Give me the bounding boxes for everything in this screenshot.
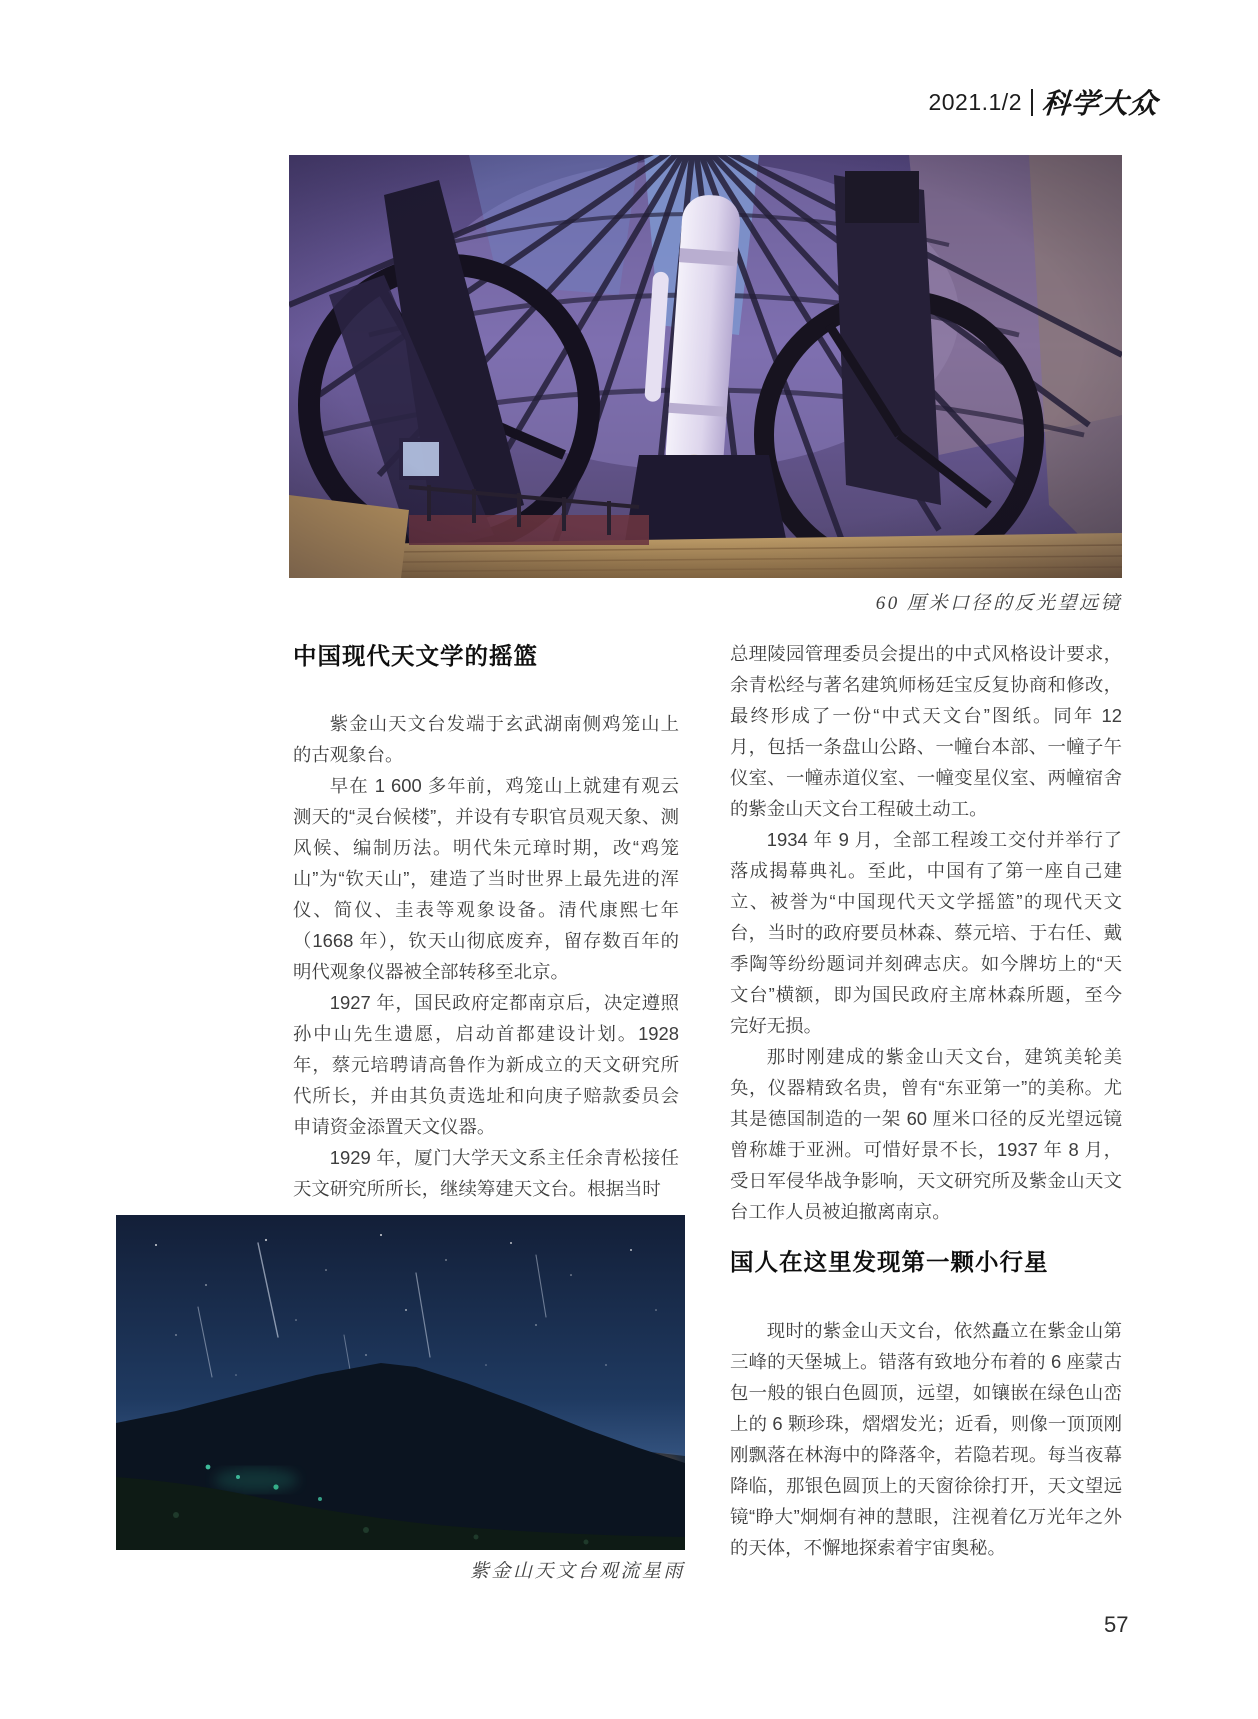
section1-heading: 中国现代天文学的摇篮 — [293, 643, 538, 669]
section2-heading: 国人在这里发现第一颗小行星 — [730, 1249, 1049, 1275]
paragraph: 那时刚建成的紫金山天文台，建筑美轮美奂，仪器精致名贵，曾有“东亚第一”的美称。尤其是德国制造的一架 60 厘米口径的反光望远镜曾称雄于亚洲。可惜好景不长，1937 年 8 月，受日军侵华战争影响，天文研究所及紫金山天文台工作人员被迫撤离南京。 — [730, 1046, 1122, 1222]
paragraph: 现时的紫金山天文台，依然矗立在紫金山第三峰的天堡城上。错落有致地分布着的 6 座蒙古包一般的银白色圆顶，远望，如镶嵌在绿色山峦上的 6 颗珍珠，熠熠发光；近看，则像一顶顶刚刚飘落在林海中的降落伞，若隐若现。每当夜幕降临，那银色圆顶上的天窗徐徐打开，天文望远镜“睁大”炯炯有神的慧眼，注视着亿万光年之外的天体，不懈地探索着宇宙奥秘。 — [730, 1320, 1122, 1558]
magazine-logo: 科学大众 — [1040, 89, 1159, 120]
article-left-column — [293, 641, 679, 1204]
header-divider — [1031, 89, 1033, 116]
page-header — [928, 82, 1158, 122]
page-number: 57 — [1104, 1612, 1129, 1637]
paragraph: 总理陵园管理委员会提出的中式风格设计要求，余青松经与著名建筑师杨廷宝反复协商和修改，最终形成了一份“中式天文台”图纸。同年 12 月，包括一条盘山公路、一幢台本部、一幢子午仪室、一幢赤道仪室、一幢变星仪室、两幢宿舍的紫金山天文台工程破土动工。 — [730, 643, 1122, 819]
bottom-photo-caption: 紫金山天文台观流星雨 — [469, 1561, 685, 1582]
meteor-photo-art — [116, 1215, 685, 1550]
meteor-shower-photo — [116, 1215, 685, 1550]
top-photo-caption: 60 厘米口径的反光望远镜 — [875, 593, 1122, 614]
paragraph: 1929 年，厦门大学天文系主任余青松接任天文研究所所长，继续筹建天文台。根据当时 — [293, 1147, 679, 1199]
photo-vignette — [289, 155, 1122, 578]
paragraph: 1934 年 9 月，全部工程竣工交付并举行了落成揭幕典礼。至此，中国有了第一座自己建立、被誉为“中国现代天文学摇篮”的现代天文台，当时的政府要员林森、蔡元培、于右任、戴季陶等纷纷题词并刻碑志庆。如今牌坊上的“天文台”横额，即为国民政府主席林森所题，至今完好无损。 — [730, 829, 1122, 1036]
paragraph: 1927 年，国民政府定都南京后，决定遵照孙中山先生遗愿，启动首都建设计划。1928 年，蔡元培聘请高鲁作为新成立的天文研究所代所长，并由其负责选址和向庚子赔款委员会申请资金添置天文仪器。 — [293, 992, 679, 1137]
article-right-column — [730, 638, 1122, 1563]
issue-date: 2021.1/2 — [928, 88, 1022, 115]
paragraph: 早在 1 600 多年前，鸡笼山上就建有观云测天的“灵台候楼”，并设有专职官员观天象、测风候、编制历法。明代朱元璋时期，改“鸡笼山”为“钦天山”，建造了当时世界上最先进的浑仪、简仪、圭表等观象设备。清代康熙七年（1668 年），钦天山彻底废弃，留存数百年的明代观象仪器被全部转移至北京。 — [293, 775, 679, 982]
observatory-photo-art — [289, 155, 1122, 578]
observatory-telescope-photo — [289, 155, 1122, 578]
paragraph: 紫金山天文台发端于玄武湖南侧鸡笼山上的古观象台。 — [293, 713, 679, 765]
